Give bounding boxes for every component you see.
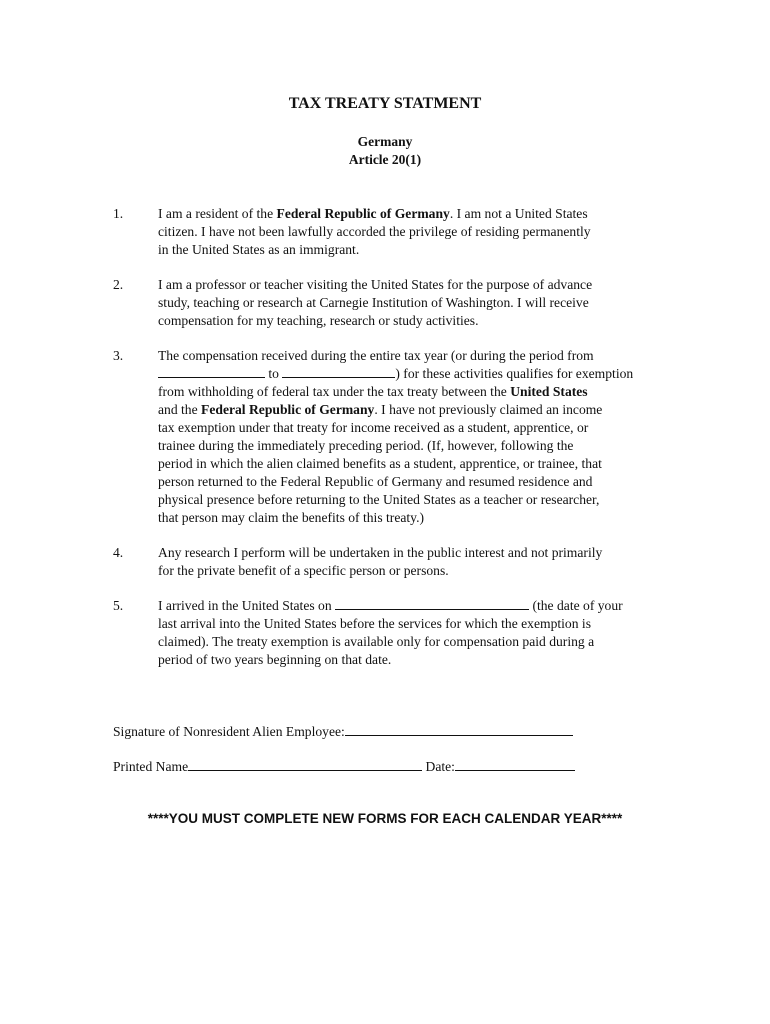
- bold-term: Federal Republic of Germany: [276, 206, 450, 221]
- item-number: 1.: [113, 206, 124, 221]
- item-line: [158, 383, 648, 401]
- line-text: I am a resident of the: [158, 206, 277, 221]
- item-line: that person may claim the benefits of this treaty.): [158, 510, 425, 525]
- annual-form-notice: ****YOU MUST COMPLETE NEW FORMS FOR EACH CALENDAR YEAR****: [147, 811, 623, 826]
- item-line: period of two years beginning on that date.: [158, 652, 392, 667]
- item-line: period in which the alien claimed benefits as a student, apprentice, or trainee, that: [158, 456, 602, 471]
- item-line: [158, 597, 648, 615]
- item-line: [158, 401, 648, 419]
- line-text: and the: [158, 402, 202, 417]
- signature-row: [113, 723, 573, 741]
- item-line: Any research I perform will be undertaken in the public interest and not primarily: [158, 545, 603, 560]
- line-text: ) for these activities qualifies for exemption: [395, 366, 634, 381]
- item-text: [158, 276, 648, 330]
- line-text: from withholding of federal tax under the tax treaty between the: [158, 384, 511, 399]
- item-text: [158, 597, 648, 669]
- item-line: The compensation received during the entire tax year (or during the period from: [158, 348, 594, 363]
- printed-name-label: Printed Name: [113, 759, 189, 774]
- item-line: citizen. I have not been lawfully accorded the privilege of residing permanently: [158, 224, 591, 239]
- item-line: tax exemption under that treaty for income received as a student, apprentice, or: [158, 420, 589, 435]
- item-line: [158, 365, 648, 383]
- line-text: to: [265, 366, 283, 381]
- item-text: [158, 347, 648, 527]
- line-text: . I have not previously claimed an income: [374, 402, 603, 417]
- signature-field[interactable]: [345, 723, 573, 736]
- date-field[interactable]: [455, 758, 575, 771]
- article-heading: Article 20(1): [348, 152, 422, 167]
- printed-name-field[interactable]: [188, 758, 422, 771]
- item-line: [158, 205, 648, 223]
- item-line: person returned to the Federal Republic of Germany and resumed residence and: [158, 474, 593, 489]
- item-number: 2.: [113, 277, 124, 292]
- item-line: trainee during the immediately preceding period. (If, however, following the: [158, 438, 574, 453]
- line-text: I arrived in the United States on: [158, 598, 336, 613]
- arrival-date-blank[interactable]: [335, 597, 529, 610]
- item-line: last arrival into the United States before the services for which the exemption is: [158, 616, 591, 631]
- item-line: physical presence before returning to the United States as a teacher or researcher,: [158, 492, 600, 507]
- signature-label: Signature of Nonresident Alien Employee:: [113, 724, 345, 739]
- item-line: study, teaching or research at Carnegie Institution of Washington. I will receive: [158, 295, 589, 310]
- item-number: 4.: [113, 545, 124, 560]
- item-text: [158, 544, 648, 580]
- period-end-blank[interactable]: [282, 365, 395, 378]
- item-number: 5.: [113, 598, 124, 613]
- item-line: compensation for my teaching, research or study activities.: [158, 313, 479, 328]
- item-number: 3.: [113, 348, 124, 363]
- item-line: in the United States as an immigrant.: [158, 242, 360, 257]
- item-text: [158, 205, 648, 259]
- country-heading: Germany: [357, 134, 413, 149]
- item-line: claimed). The treaty exemption is available only for compensation paid during a: [158, 634, 595, 649]
- bold-term: Federal Republic of Germany: [201, 402, 375, 417]
- document-title: TAX TREATY STATMENT: [288, 95, 482, 112]
- printed-name-row: [113, 758, 575, 776]
- line-text: . I am not a United States: [449, 206, 588, 221]
- line-text: (the date of your: [529, 598, 623, 613]
- item-line: for the private benefit of a specific person or persons.: [158, 563, 449, 578]
- period-start-blank[interactable]: [158, 365, 265, 378]
- bold-term: United States: [510, 384, 588, 399]
- date-label: Date:: [422, 759, 455, 774]
- item-line: I am a professor or teacher visiting the United States for the purpose of advance: [158, 277, 593, 292]
